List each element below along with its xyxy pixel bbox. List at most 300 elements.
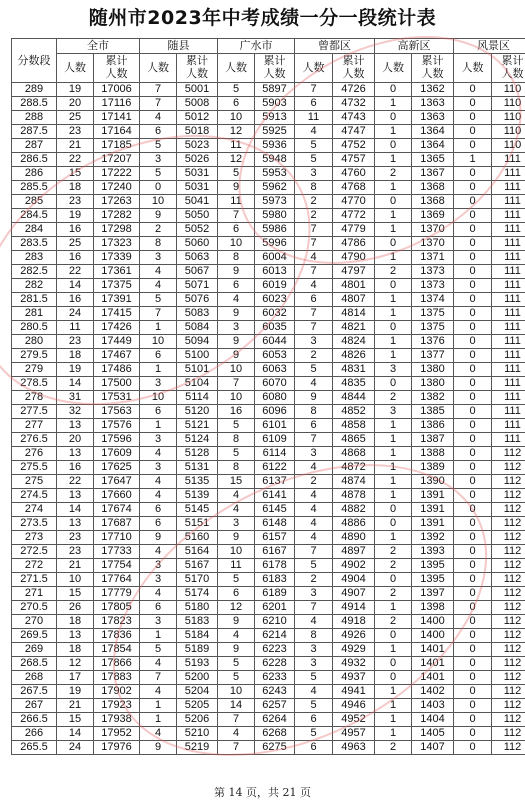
score-cell: 285.5 xyxy=(12,181,57,195)
score-cell: 279 xyxy=(12,363,57,377)
cumulative-cell: 5167 xyxy=(177,559,218,573)
cumulative-cell: 1397 xyxy=(412,587,454,601)
count-cell: 1 xyxy=(375,223,412,237)
cumulative-cell: 17164 xyxy=(94,125,140,139)
table-row xyxy=(12,97,525,111)
count-cell: 1 xyxy=(375,97,412,111)
cumulative-cell: 6023 xyxy=(255,293,295,307)
cumulative-cell: 112 xyxy=(492,727,525,741)
score-cell: 279.5 xyxy=(12,349,57,363)
cumulative-cell: 6044 xyxy=(255,335,295,349)
score-cell: 283 xyxy=(12,251,57,265)
cumulative-cell: 1380 xyxy=(412,377,454,391)
count-cell: 7 xyxy=(218,209,255,223)
cumulative-cell: 4824 xyxy=(333,335,375,349)
count-cell: 5 xyxy=(140,643,177,657)
cumulative-cell: 1407 xyxy=(412,741,454,755)
cumulative-cell: 111 xyxy=(492,279,525,293)
cumulative-cell: 1393 xyxy=(412,545,454,559)
count-cell: 4 xyxy=(295,377,333,391)
cumulative-cell: 5067 xyxy=(177,265,218,279)
subheader-row xyxy=(12,54,525,83)
cumulative-cell: 4874 xyxy=(333,475,375,489)
count-cell: 0 xyxy=(454,195,492,209)
cumulative-cell: 5160 xyxy=(177,531,218,545)
count-cell: 22 xyxy=(57,265,94,279)
cumulative-cell: 1389 xyxy=(412,461,454,475)
cumulative-cell: 111 xyxy=(492,265,525,279)
count-cell: 2 xyxy=(295,209,333,223)
cumulative-cell: 6019 xyxy=(255,279,295,293)
count-cell: 3 xyxy=(295,447,333,461)
region-header: 全市 xyxy=(57,39,140,54)
cumulative-cell: 5219 xyxy=(177,741,218,755)
cumulative-cell: 5031 xyxy=(177,181,218,195)
count-cell: 4 xyxy=(295,531,333,545)
count-cell: 10 xyxy=(140,195,177,209)
cumulative-cell: 17361 xyxy=(94,265,140,279)
cumulative-cell: 1362 xyxy=(412,83,454,97)
count-cell: 3 xyxy=(140,433,177,447)
count-cell: 0 xyxy=(454,97,492,111)
count-cell: 2 xyxy=(375,391,412,405)
count-cell: 19 xyxy=(57,363,94,377)
cumulative-cell: 17298 xyxy=(94,223,140,237)
table-row xyxy=(12,349,525,363)
table-row xyxy=(12,741,525,755)
cumulative-cell: 112 xyxy=(492,559,525,573)
cumulative-cell: 4752 xyxy=(333,139,375,153)
cumulative-cell: 6137 xyxy=(255,475,295,489)
cumulative-cell: 4937 xyxy=(333,671,375,685)
page-footer: 第 14 页，共 21 页 xyxy=(214,786,311,799)
cumulative-cell: 1404 xyxy=(412,713,454,727)
count-cell: 7 xyxy=(218,377,255,391)
score-cell: 268.5 xyxy=(12,657,57,671)
count-cell: 3 xyxy=(218,517,255,531)
count-cell: 6 xyxy=(295,741,333,755)
cumulative-cell: 6264 xyxy=(255,713,295,727)
table-row xyxy=(12,699,525,713)
count-cell: 1 xyxy=(140,713,177,727)
cumulative-cell: 1391 xyxy=(412,503,454,517)
cumulative-cell: 1363 xyxy=(412,97,454,111)
count-cell: 12 xyxy=(218,601,255,615)
count-cell: 0 xyxy=(454,251,492,265)
cumulative-cell: 17282 xyxy=(94,209,140,223)
count-cell: 5 xyxy=(140,139,177,153)
cumulative-cell: 5948 xyxy=(255,153,295,167)
count-cell: 0 xyxy=(454,685,492,699)
cumulative-cell: 1401 xyxy=(412,671,454,685)
count-cell: 2 xyxy=(375,615,412,629)
count-cell: 5 xyxy=(218,419,255,433)
table-row xyxy=(12,433,525,447)
count-cell: 23 xyxy=(57,195,94,209)
cumulative-cell: 111 xyxy=(492,433,525,447)
count-cell: 1 xyxy=(375,475,412,489)
count-cell: 0 xyxy=(454,713,492,727)
count-cell: 8 xyxy=(218,251,255,265)
region-header: 曾都区 xyxy=(295,39,375,54)
cumulative-cell: 4890 xyxy=(333,531,375,545)
cumulative-cell: 1380 xyxy=(412,363,454,377)
count-cell: 0 xyxy=(454,419,492,433)
count-cell: 0 xyxy=(375,517,412,531)
region-header: 随县 xyxy=(140,39,218,54)
count-cell: 24 xyxy=(57,307,94,321)
count-cell: 2 xyxy=(375,265,412,279)
cumulative-cell: 17687 xyxy=(94,517,140,531)
cumulative-cell: 17952 xyxy=(94,727,140,741)
cumulative-cell: 4872 xyxy=(333,461,375,475)
cumulative-cell: 5973 xyxy=(255,195,295,209)
count-cell: 0 xyxy=(375,321,412,335)
score-cell: 276.5 xyxy=(12,433,57,447)
count-cell: 8 xyxy=(218,461,255,475)
cumulative-cell: 111 xyxy=(492,377,525,391)
count-cell: 9 xyxy=(218,181,255,195)
count-cell: 1 xyxy=(140,419,177,433)
count-cell: 7 xyxy=(140,97,177,111)
cumulative-cell: 5210 xyxy=(177,727,218,741)
cumulative-cell: 17263 xyxy=(94,195,140,209)
cumulative-cell: 5084 xyxy=(177,321,218,335)
count-cell: 9 xyxy=(140,531,177,545)
cumulative-cell: 111 xyxy=(492,237,525,251)
count-cell: 4 xyxy=(218,489,255,503)
count-cell: 23 xyxy=(57,545,94,559)
count-cell: 2 xyxy=(375,587,412,601)
cumulative-cell: 17339 xyxy=(94,251,140,265)
cumulative-cell: 17923 xyxy=(94,699,140,713)
cumulative-cell: 1391 xyxy=(412,517,454,531)
count-cell: 5 xyxy=(218,83,255,97)
cumulative-cell: 17323 xyxy=(94,237,140,251)
count-cell: 6 xyxy=(140,601,177,615)
cumulative-cell: 17836 xyxy=(94,629,140,643)
cumulative-cell: 6053 xyxy=(255,349,295,363)
cumulative-cell: 5094 xyxy=(177,335,218,349)
cumulative-cell: 6178 xyxy=(255,559,295,573)
count-cell: 2 xyxy=(375,741,412,755)
table-row xyxy=(12,503,525,517)
count-cell: 4 xyxy=(295,517,333,531)
count-cell: 18 xyxy=(57,181,94,195)
cumulative-cell: 5996 xyxy=(255,237,295,251)
count-cell: 1 xyxy=(375,685,412,699)
count-cell: 0 xyxy=(454,209,492,223)
cumulative-cell: 17754 xyxy=(94,559,140,573)
count-cell: 0 xyxy=(454,279,492,293)
count-cell: 5 xyxy=(295,139,333,153)
count-cell: 2 xyxy=(375,559,412,573)
cumulative-cell: 6013 xyxy=(255,265,295,279)
count-cell: 0 xyxy=(454,657,492,671)
cumulative-cell: 112 xyxy=(492,629,525,643)
cumulative-cell: 17576 xyxy=(94,419,140,433)
cumulative-cell: 4772 xyxy=(333,209,375,223)
count-cell: 25 xyxy=(57,237,94,251)
count-subheader: 人数 xyxy=(140,54,177,83)
count-cell: 0 xyxy=(454,461,492,475)
count-cell: 11 xyxy=(218,139,255,153)
score-cell: 286 xyxy=(12,167,57,181)
cumulative-cell: 6063 xyxy=(255,363,295,377)
cumulative-cell: 17625 xyxy=(94,461,140,475)
count-cell: 9 xyxy=(218,643,255,657)
count-cell: 4 xyxy=(140,447,177,461)
cumulative-cell: 17116 xyxy=(94,97,140,111)
count-cell: 0 xyxy=(454,391,492,405)
cumulative-cell: 1391 xyxy=(412,489,454,503)
count-cell: 6 xyxy=(295,293,333,307)
score-cell: 276 xyxy=(12,447,57,461)
count-cell: 6 xyxy=(218,223,255,237)
table-row xyxy=(12,237,525,251)
count-cell: 4 xyxy=(140,545,177,559)
table-row xyxy=(12,181,525,195)
count-cell: 15 xyxy=(57,713,94,727)
count-cell: 1 xyxy=(375,209,412,223)
count-cell: 4 xyxy=(140,587,177,601)
count-cell: 19 xyxy=(57,685,94,699)
score-cell: 273 xyxy=(12,531,57,545)
count-cell: 0 xyxy=(454,363,492,377)
table-row xyxy=(12,83,525,97)
count-cell: 13 xyxy=(57,419,94,433)
table-row xyxy=(12,167,525,181)
count-cell: 19 xyxy=(57,209,94,223)
cumulative-cell: 4904 xyxy=(333,573,375,587)
cumulative-cell: 1368 xyxy=(412,195,454,209)
cumulative-cell: 5124 xyxy=(177,433,218,447)
count-cell: 0 xyxy=(454,181,492,195)
table-row xyxy=(12,461,525,475)
count-cell: 3 xyxy=(295,643,333,657)
cumulative-cell: 4779 xyxy=(333,223,375,237)
cumulative-cell: 6183 xyxy=(255,573,295,587)
count-cell: 3 xyxy=(295,587,333,601)
cumulative-subheader: 累计 人数 xyxy=(177,54,218,83)
cumulative-cell: 112 xyxy=(492,489,525,503)
count-cell: 10 xyxy=(218,237,255,251)
cumulative-cell: 1398 xyxy=(412,601,454,615)
table-row xyxy=(12,615,525,629)
cumulative-cell: 5018 xyxy=(177,125,218,139)
count-cell: 0 xyxy=(454,615,492,629)
count-cell: 14 xyxy=(218,699,255,713)
cumulative-cell: 1375 xyxy=(412,307,454,321)
score-cell: 271 xyxy=(12,587,57,601)
count-cell: 4 xyxy=(140,727,177,741)
count-cell: 10 xyxy=(218,111,255,125)
cumulative-cell: 4797 xyxy=(333,265,375,279)
count-cell: 4 xyxy=(140,265,177,279)
cumulative-cell: 112 xyxy=(492,587,525,601)
count-cell: 0 xyxy=(454,307,492,321)
count-cell: 16 xyxy=(57,461,94,475)
table-row xyxy=(12,251,525,265)
cumulative-cell: 4858 xyxy=(333,419,375,433)
count-cell: 0 xyxy=(375,279,412,293)
count-cell: 13 xyxy=(57,517,94,531)
cumulative-cell: 5936 xyxy=(255,139,295,153)
count-cell: 4 xyxy=(140,111,177,125)
count-cell: 14 xyxy=(57,377,94,391)
cumulative-cell: 1400 xyxy=(412,629,454,643)
cumulative-cell: 17805 xyxy=(94,601,140,615)
count-cell: 1 xyxy=(375,293,412,307)
cumulative-cell: 1363 xyxy=(412,111,454,125)
cumulative-cell: 4963 xyxy=(333,741,375,755)
count-subheader: 人数 xyxy=(295,54,333,83)
cumulative-cell: 1400 xyxy=(412,615,454,629)
cumulative-cell: 4790 xyxy=(333,251,375,265)
table-row xyxy=(12,727,525,741)
count-cell: 0 xyxy=(375,195,412,209)
table-row xyxy=(12,559,525,573)
count-cell: 23 xyxy=(57,531,94,545)
count-cell: 6 xyxy=(218,97,255,111)
cumulative-cell: 4902 xyxy=(333,559,375,573)
cumulative-subheader: 累计 人数 xyxy=(333,54,375,83)
cumulative-cell: 6004 xyxy=(255,251,295,265)
count-cell: 31 xyxy=(57,391,94,405)
cumulative-cell: 4844 xyxy=(333,391,375,405)
count-cell: 0 xyxy=(375,83,412,97)
cumulative-cell: 111 xyxy=(492,293,525,307)
region-header-row xyxy=(12,39,525,54)
count-cell: 5 xyxy=(295,153,333,167)
cumulative-cell: 112 xyxy=(492,601,525,615)
count-cell: 26 xyxy=(57,601,94,615)
count-cell: 0 xyxy=(454,223,492,237)
cumulative-cell: 1368 xyxy=(412,181,454,195)
cumulative-cell: 111 xyxy=(492,251,525,265)
cumulative-subheader: 累计 人数 xyxy=(492,54,525,83)
count-cell: 1 xyxy=(375,181,412,195)
count-cell: 0 xyxy=(375,503,412,517)
count-cell: 5 xyxy=(218,447,255,461)
count-cell: 14 xyxy=(57,503,94,517)
cumulative-cell: 1387 xyxy=(412,433,454,447)
region-header: 高新区 xyxy=(375,39,454,54)
count-cell: 0 xyxy=(454,125,492,139)
count-cell: 0 xyxy=(454,433,492,447)
cumulative-cell: 4786 xyxy=(333,237,375,251)
cumulative-cell: 6201 xyxy=(255,601,295,615)
count-cell: 0 xyxy=(454,321,492,335)
count-cell: 1 xyxy=(375,125,412,139)
count-cell: 0 xyxy=(454,643,492,657)
count-cell: 7 xyxy=(295,307,333,321)
cumulative-cell: 4835 xyxy=(333,377,375,391)
cumulative-cell: 112 xyxy=(492,503,525,517)
cumulative-cell: 5204 xyxy=(177,685,218,699)
cumulative-cell: 4868 xyxy=(333,447,375,461)
count-cell: 11 xyxy=(218,195,255,209)
cumulative-cell: 111 xyxy=(492,167,525,181)
count-cell: 4 xyxy=(140,279,177,293)
count-cell: 4 xyxy=(140,489,177,503)
score-cell: 286.5 xyxy=(12,153,57,167)
cumulative-cell: 6257 xyxy=(255,699,295,713)
count-subheader: 人数 xyxy=(57,54,94,83)
count-cell: 7 xyxy=(295,223,333,237)
score-cell: 267.5 xyxy=(12,685,57,699)
cumulative-cell: 110 xyxy=(492,83,525,97)
score-cell: 275.5 xyxy=(12,461,57,475)
table-row xyxy=(12,629,525,643)
cumulative-cell: 5060 xyxy=(177,237,218,251)
table-row xyxy=(12,265,525,279)
count-cell: 0 xyxy=(454,503,492,517)
cumulative-cell: 1402 xyxy=(412,685,454,699)
count-cell: 18 xyxy=(57,643,94,657)
count-cell: 24 xyxy=(57,741,94,755)
cumulative-cell: 5145 xyxy=(177,503,218,517)
count-cell: 0 xyxy=(454,167,492,181)
count-cell: 6 xyxy=(140,125,177,139)
cumulative-cell: 4826 xyxy=(333,349,375,363)
score-cell: 270.5 xyxy=(12,601,57,615)
count-cell: 21 xyxy=(57,139,94,153)
count-cell: 1 xyxy=(140,363,177,377)
score-cell: 269.5 xyxy=(12,629,57,643)
cumulative-cell: 5151 xyxy=(177,517,218,531)
score-cell: 277.5 xyxy=(12,405,57,419)
count-cell: 5 xyxy=(295,363,333,377)
count-cell: 3 xyxy=(140,251,177,265)
cumulative-cell: 111 xyxy=(492,223,525,237)
count-cell: 32 xyxy=(57,405,94,419)
cumulative-cell: 5135 xyxy=(177,475,218,489)
cumulative-cell: 6275 xyxy=(255,741,295,755)
table-row xyxy=(12,279,525,293)
cumulative-cell: 17449 xyxy=(94,335,140,349)
cumulative-cell: 1403 xyxy=(412,699,454,713)
count-cell: 5 xyxy=(140,293,177,307)
cumulative-cell: 5026 xyxy=(177,153,218,167)
count-cell: 4 xyxy=(218,293,255,307)
count-cell: 8 xyxy=(295,405,333,419)
count-cell: 4 xyxy=(140,685,177,699)
count-cell: 10 xyxy=(57,573,94,587)
cumulative-cell: 5913 xyxy=(255,111,295,125)
count-cell: 9 xyxy=(218,531,255,545)
count-subheader: 人数 xyxy=(218,54,255,83)
count-cell: 1 xyxy=(375,335,412,349)
count-cell: 7 xyxy=(295,545,333,559)
cumulative-cell: 17207 xyxy=(94,153,140,167)
score-cell: 287 xyxy=(12,139,57,153)
table-row xyxy=(12,643,525,657)
table-body xyxy=(12,83,525,755)
count-cell: 10 xyxy=(140,391,177,405)
table-row xyxy=(12,573,525,587)
count-cell: 7 xyxy=(140,83,177,97)
count-cell: 2 xyxy=(295,349,333,363)
cumulative-cell: 17426 xyxy=(94,321,140,335)
cumulative-cell: 4907 xyxy=(333,587,375,601)
cumulative-cell: 5903 xyxy=(255,97,295,111)
count-cell: 14 xyxy=(57,279,94,293)
cumulative-cell: 6148 xyxy=(255,517,295,531)
count-cell: 3 xyxy=(295,167,333,181)
cumulative-cell: 17500 xyxy=(94,377,140,391)
cumulative-cell: 17902 xyxy=(94,685,140,699)
